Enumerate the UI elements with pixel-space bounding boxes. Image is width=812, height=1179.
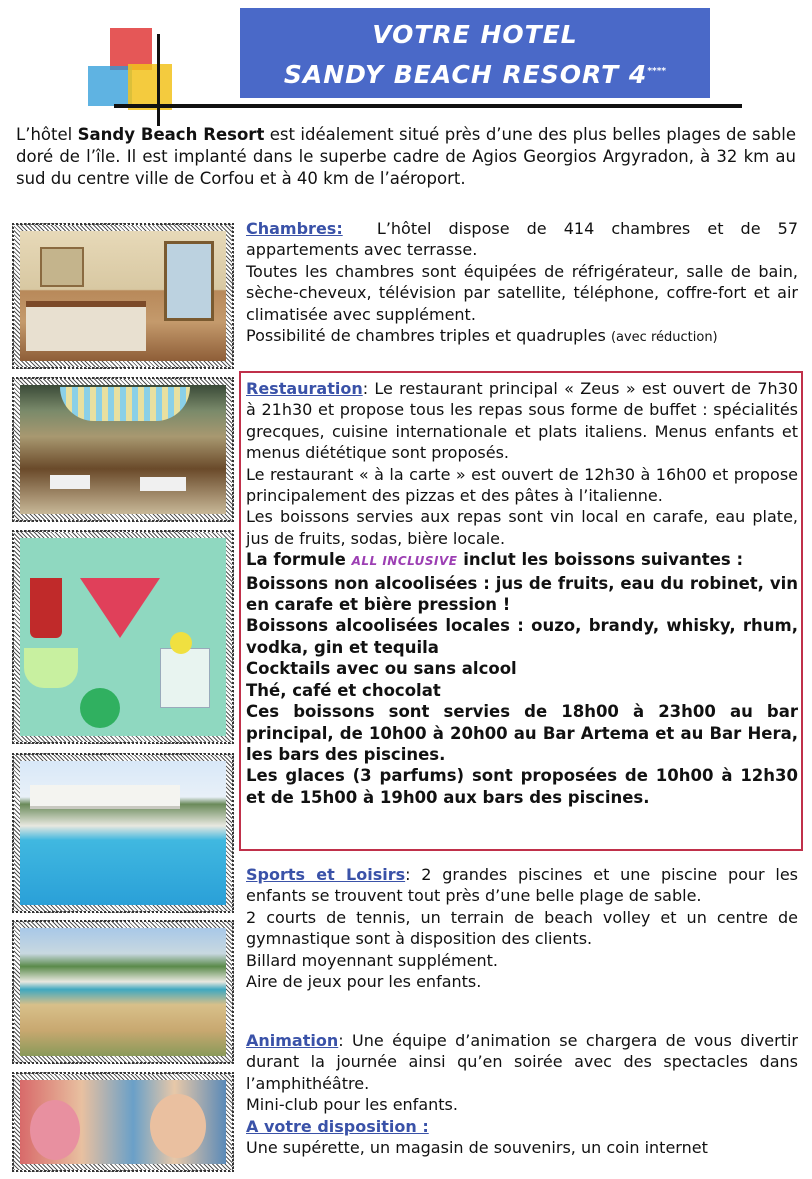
section-chambres xyxy=(246,218,798,348)
section-animation xyxy=(246,1030,798,1158)
resto-formule xyxy=(246,549,798,572)
sports-p4: Aire de jeux pour les enfants. xyxy=(246,972,482,992)
header-horizontal-rule xyxy=(114,104,742,108)
heading-disposition: A votre disposition : xyxy=(246,1116,429,1136)
photo-kids-club xyxy=(12,1072,234,1172)
chambres-p2: Toutes les chambres sont équipées de réfrigérateur, salle de bain, sèche-cheveux, télévision par satellite, téléphone, coffre-fort et air climatisée avec supplément. xyxy=(246,261,798,324)
photo-cocktails xyxy=(12,530,234,744)
heading-sports: Sports et Loisirs xyxy=(246,865,406,884)
title-hotel-name: SANDY BEACH RESORT 4 xyxy=(283,60,648,89)
dispo-heading-line xyxy=(246,1116,798,1137)
sports-p1 xyxy=(246,864,798,907)
star-rating: **** xyxy=(647,66,667,77)
hotel-title-banner xyxy=(240,8,710,98)
heading-chambres: Chambres: xyxy=(246,219,343,238)
intro-paragraph xyxy=(16,124,796,190)
resto-p3: Les boissons servies aux repas sont vin local en carafe, eau plate, jus de fruits, sodas, bière locale. xyxy=(246,507,798,548)
formule-text-a: La formule xyxy=(246,550,352,570)
intro-hotel-name: Sandy Beach Resort xyxy=(77,125,265,144)
anim-p2: Mini-club pour les enfants. xyxy=(246,1095,458,1115)
chambres-p1 xyxy=(246,218,798,261)
chambres-reduction-note: (avec réduction) xyxy=(610,330,718,346)
intro-text-end: est idéalement situé près d’une des plus belles plages de sable doré de l’île. Il est implanté dans le superbe cadre de Agios Georgios Argyradon, à 32 km au sud du centre ville de Corfou et à 40 km de l’aéroport. xyxy=(16,125,796,188)
resto-boissons-4: Thé, café et chocolat xyxy=(246,680,441,700)
sports-p3: Billard moyennant supplément. xyxy=(246,950,498,970)
photo-swimming-pool xyxy=(12,753,234,913)
photo-beach-aerial xyxy=(12,920,234,1064)
dispo-text: Une supérette, un magasin de souvenirs, un coin internet xyxy=(246,1138,708,1158)
resto-boissons-6: Les glaces (3 parfums) sont proposées de 10h00 à 12h30 et de 15h00 à 19h00 aux bars des piscines. xyxy=(246,766,798,807)
section-sports-loisirs xyxy=(246,864,798,992)
heading-restauration: Restauration xyxy=(246,379,363,398)
chambres-p3 xyxy=(246,325,798,348)
chambres-text-3: Possibilité de chambres triples et quadruples xyxy=(246,326,611,346)
resto-p1 xyxy=(246,378,798,464)
resto-boissons-5: Ces boissons sont servies de 18h00 à 23h00 au bar principal, de 10h00 à 20h00 au Bar Artema et au Bar Hera, les bars des piscines. xyxy=(246,702,798,764)
formule-text-b: inclut les boissons suivantes : xyxy=(457,550,744,570)
heading-animation: Animation xyxy=(246,1031,339,1050)
photo-hotel-room xyxy=(12,223,234,369)
title-line-2 xyxy=(240,60,710,89)
resto-text-1: : Le restaurant principal « Zeus » est ouvert de 7h30 à 21h30 et propose tous les repas sous forme de buffet : spécialités grecques, cuisine internationale et plats italiens. Menus enfants et menus diététique sont proposés. xyxy=(246,379,798,463)
anim-p1 xyxy=(246,1030,798,1094)
anim-text-1: : Une équipe d’animation se chargera de vous divertir durant la journée ainsi qu’en soirée avec des spectacles dans l’amphithéâtre. xyxy=(246,1031,798,1093)
sports-p2: 2 courts de tennis, un terrain de beach volley et un centre de gymnastique sont à disposition des clients. xyxy=(246,907,798,949)
intro-text-start: L’hôtel xyxy=(16,125,78,144)
resto-p2: Le restaurant « à la carte » est ouvert de 12h30 à 16h00 et propose principalement des pizzas et des pâtes à l’italienne. xyxy=(246,464,798,506)
all-inclusive-tag: ALL INCLUSIVE xyxy=(351,554,458,569)
resto-boissons-3: Cocktails avec ou sans alcool xyxy=(246,659,517,679)
header-vertical-rule xyxy=(157,34,160,126)
brochure-logo-graphic xyxy=(88,28,178,114)
sports-text-1: : 2 grandes piscines et une piscine pour les enfants se trouvent tout près d’une belle plage de sable. xyxy=(246,865,799,906)
chambres-text-1: L’hôtel dispose de 414 chambres et de 57 appartements avec terrasse. xyxy=(246,219,799,260)
title-line-1: VOTRE HOTEL xyxy=(372,20,578,49)
photo-restaurant xyxy=(12,377,234,522)
resto-boissons-2: Boissons alcoolisées locales : ouzo, brandy, whisky, rhum, vodka, gin et tequila xyxy=(246,616,798,657)
section-restauration xyxy=(246,378,798,808)
resto-boissons-1: Boissons non alcoolisées : jus de fruits, eau du robinet, vin en carafe et bière pression ! xyxy=(246,573,798,615)
